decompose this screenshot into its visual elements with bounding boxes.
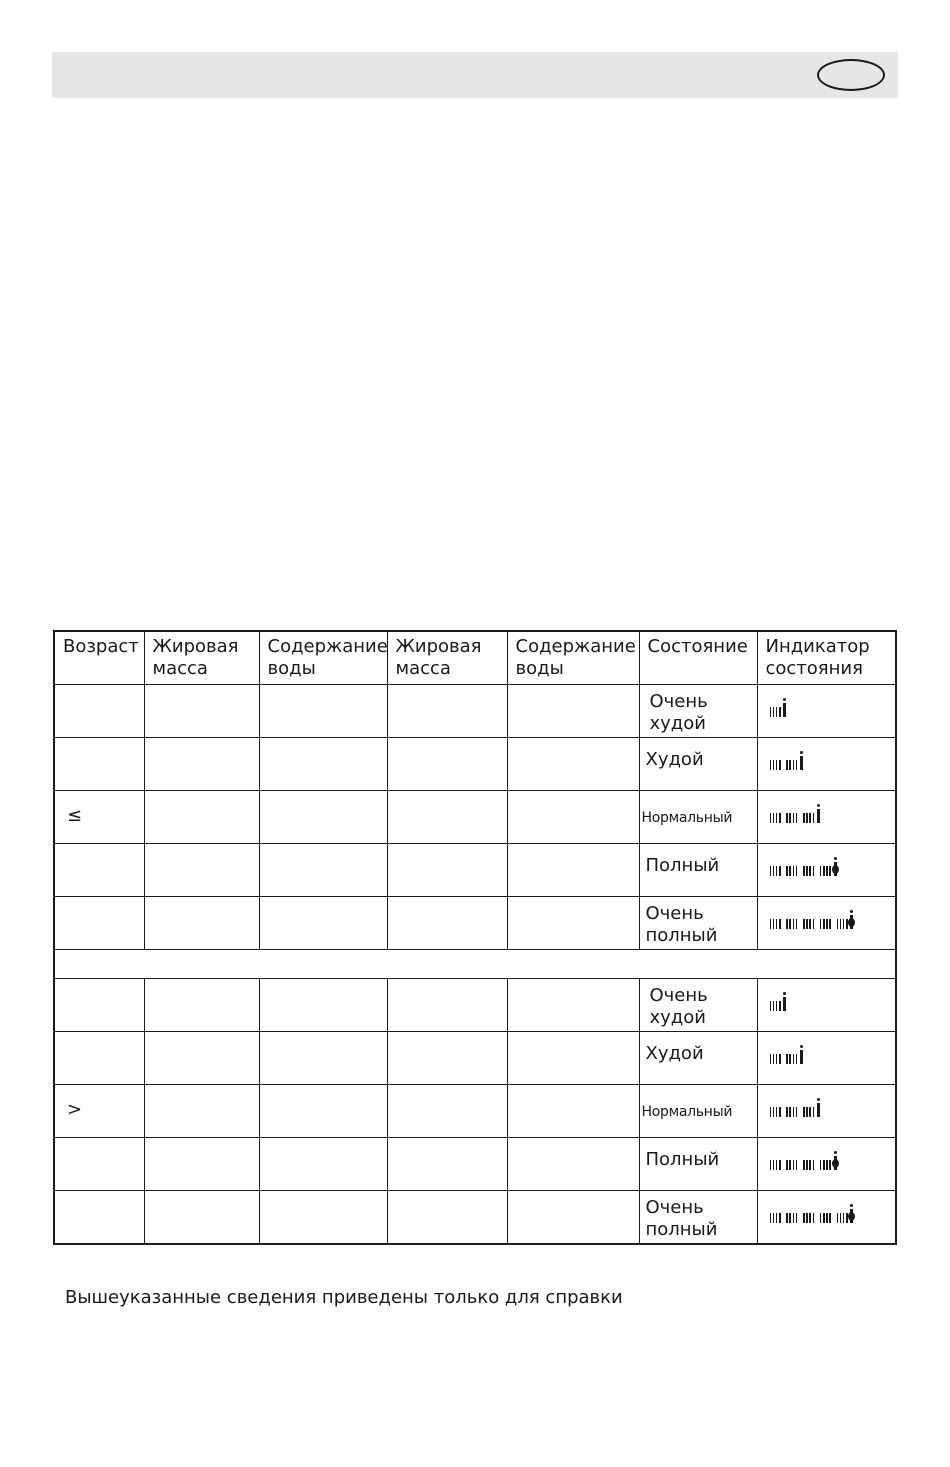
fat-cell (144, 1191, 259, 1245)
status-cell: Худой (639, 1032, 757, 1085)
indicator-cell (757, 1032, 896, 1085)
indicator-bars-icon (770, 911, 854, 929)
indicator-cell (757, 844, 896, 897)
water-cell (507, 791, 639, 844)
water-cell (259, 791, 387, 844)
fat-cell (144, 791, 259, 844)
water-cell (507, 738, 639, 791)
fat-cell (387, 979, 507, 1032)
indicator-bars-icon (770, 1046, 804, 1064)
fat-cell (387, 844, 507, 897)
age-cell (54, 979, 144, 1032)
water-cell (507, 979, 639, 1032)
age-cell (54, 1191, 144, 1245)
status-cell: Нормальный (639, 791, 757, 844)
age-cell (54, 1032, 144, 1085)
water-cell (259, 844, 387, 897)
water-cell (259, 1085, 387, 1138)
fat-cell (387, 738, 507, 791)
indicator-bars-icon (770, 699, 787, 717)
table-row (54, 738, 896, 791)
fat-cell (144, 1138, 259, 1191)
indicator-cell (757, 791, 896, 844)
fat-cell (144, 844, 259, 897)
fat-cell (144, 1032, 259, 1085)
header-status: Состояние (639, 631, 757, 685)
header-fat-mass-2: Жировая масса (387, 631, 507, 685)
water-cell (259, 738, 387, 791)
header-age: Возраст (54, 631, 144, 685)
indicator-bars-icon (770, 1099, 820, 1117)
table-row (54, 979, 896, 1032)
water-cell (507, 1138, 639, 1191)
age-cell: > (54, 1085, 144, 1138)
age-cell (54, 738, 144, 791)
table-header-row (54, 631, 896, 685)
water-cell (259, 1032, 387, 1085)
age-cell (54, 685, 144, 738)
water-cell (507, 1085, 639, 1138)
fat-cell (144, 685, 259, 738)
indicator-cell (757, 738, 896, 791)
indicator-cell (757, 1085, 896, 1138)
indicator-bars-icon (770, 1152, 837, 1170)
water-cell (259, 1138, 387, 1191)
status-cell: Очень полный (639, 897, 757, 950)
fat-cell (387, 1191, 507, 1245)
table-row (54, 1032, 896, 1085)
table-row (54, 897, 896, 950)
fat-cell (387, 1085, 507, 1138)
table-row (54, 1138, 896, 1191)
indicator-bars-icon (770, 858, 837, 876)
table-row (54, 685, 896, 738)
indicator-cell (757, 1191, 896, 1245)
status-cell: Полный (639, 844, 757, 897)
fat-cell (387, 897, 507, 950)
table-row (54, 1191, 896, 1245)
group-separator-row (54, 950, 896, 979)
fat-cell (387, 1032, 507, 1085)
status-cell: Полный (639, 1138, 757, 1191)
fat-cell (387, 685, 507, 738)
fat-cell (144, 738, 259, 791)
water-cell (507, 1191, 639, 1245)
status-cell: Очень худой (639, 685, 757, 738)
table-row (54, 1085, 896, 1138)
indicator-cell (757, 685, 896, 738)
status-cell: Очень полный (639, 1191, 757, 1245)
water-cell (507, 897, 639, 950)
fat-cell (387, 1138, 507, 1191)
fat-cell (144, 979, 259, 1032)
age-cell (54, 1138, 144, 1191)
water-cell (507, 1032, 639, 1085)
water-cell (507, 685, 639, 738)
table-row (54, 791, 896, 844)
indicator-cell (757, 1138, 896, 1191)
fat-cell (144, 897, 259, 950)
header-fat-mass-1: Жировая масса (144, 631, 259, 685)
header-band (52, 52, 898, 98)
body-composition-table (53, 630, 897, 1245)
indicator-cell (757, 979, 896, 1032)
status-cell: Нормальный (639, 1085, 757, 1138)
indicator-bars-icon (770, 1205, 854, 1223)
age-cell (54, 897, 144, 950)
footer-note: Вышеуказанные сведения приведены только для справки (65, 1287, 623, 1308)
water-cell (259, 1191, 387, 1245)
header-water-2: Содержание воды (507, 631, 639, 685)
water-cell (259, 979, 387, 1032)
water-cell (259, 897, 387, 950)
water-cell (507, 844, 639, 897)
age-cell: ≤ (54, 791, 144, 844)
fat-cell (144, 1085, 259, 1138)
header-water-1: Содержание воды (259, 631, 387, 685)
header-indicator: Индикатор состояния (757, 631, 896, 685)
indicator-bars-icon (770, 805, 820, 823)
status-cell: Очень худой (639, 979, 757, 1032)
language-badge (817, 59, 885, 91)
status-cell: Худой (639, 738, 757, 791)
indicator-bars-icon (770, 752, 804, 770)
age-cell (54, 844, 144, 897)
indicator-cell (757, 897, 896, 950)
fat-cell (387, 791, 507, 844)
indicator-bars-icon (770, 993, 787, 1011)
table-row (54, 844, 896, 897)
water-cell (259, 685, 387, 738)
